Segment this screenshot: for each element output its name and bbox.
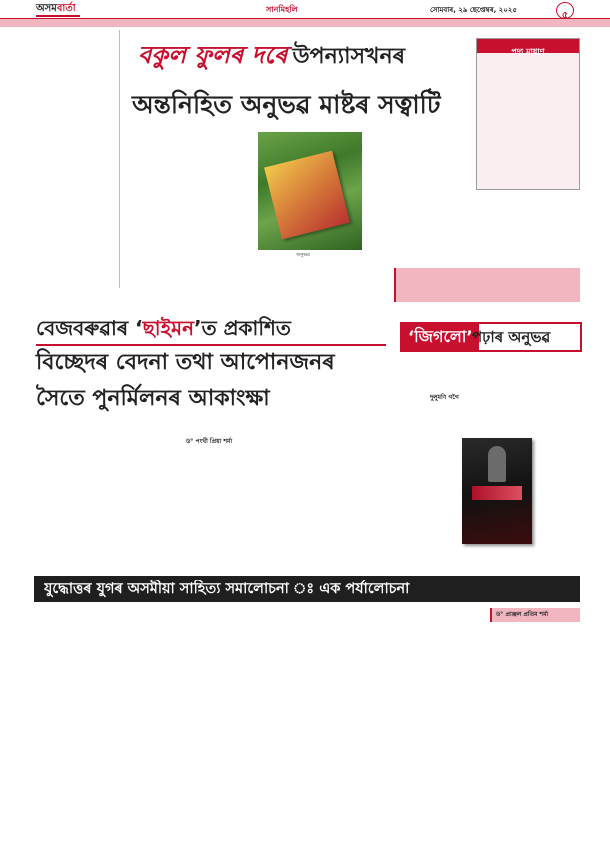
poetry-box [476,38,580,190]
section-bar [0,18,610,27]
story2-title-a: বেজবৰুৱাৰ ‘ [36,316,143,340]
story1-kicker: বকুল ফুলৰ দৰে [138,41,288,69]
story3-title-box [400,322,582,352]
story1-headline: অন্তনিহিত অনুভৱ মাষ্টৰ সত্বাটি [132,90,441,119]
masthead-logo-b: বাৰ্তা [56,3,76,14]
story2-title-highlight: ছাইমন [142,316,195,340]
story2-title-b: ’ত প্ৰকাশিত [194,316,291,340]
masthead-logo [36,3,76,15]
story2-col-c [184,452,256,570]
gigolo-book-cover [462,438,532,544]
gigolo-cover-title-art [472,486,522,500]
story2-col-d [260,440,320,570]
page-number-badge [556,2,574,19]
poetry-box-header [477,39,579,56]
story4-col-a [36,610,114,850]
story3-title-b: পঢ়াৰ অনুভৱ [472,328,551,346]
story2-col-b [120,440,180,570]
page-number: ৫ [561,10,569,21]
story3-title-a: ‘জিগলো’ [402,324,479,350]
story2-col-e [324,440,392,570]
story1-col-b [196,132,254,292]
story1-photo-caption: অনুভৱ [296,252,310,258]
story3-col-a [396,406,458,566]
story3-intro [398,356,488,392]
column-divider [119,30,120,288]
story2-headline-line2: বিচ্ছেদৰ বেদনা তথা আপোনজনৰ [36,350,335,375]
story3-byline: দুলুমণি গগৈ [430,394,459,401]
section-label: সানমিহলি [266,5,298,14]
masthead [0,0,610,18]
story4-col-c [200,610,278,850]
right-col-text-a [476,192,578,266]
story4-byline: ড° প্ৰাঞ্জল প্ৰতিম শৰ্মা [496,611,549,618]
story4-col-g [490,626,578,850]
story2-col-a [36,440,116,570]
issue-date: সোমবাৰ, ২৯ ছেপ্তেম্বৰ, ২০২৫ [430,6,517,14]
story4-col-f [446,610,486,850]
story4-byline-box [490,608,580,622]
left-column-text [36,30,116,288]
story2-byline: ড° পংখী প্ৰিয়া শৰ্মা [186,438,233,445]
story3-col-b [492,356,578,436]
story1-col-a [124,132,194,292]
book-cover-image [264,151,350,240]
poetry-box-title: পদ্য মাধাণ [511,47,545,56]
poetry-box-body [481,57,575,185]
story3-col-c [536,438,578,568]
masthead-underline [36,15,80,17]
story1-headline-line1 [138,40,438,78]
story1-kicker-rest: উপন্যাসখনৰ [292,44,406,69]
story4-col-b [118,610,196,850]
gigolo-cover-figure [488,446,506,482]
story1-photo [258,132,362,250]
highlight-callout-body [398,272,574,298]
story2-headline-line3: সৈতে পুনৰ্মিলনৰ আকাংক্ষা [36,386,270,411]
story4-title: যুদ্ধোত্তৰ যুগৰ অসমীয়া সাহিত্য সমালোচনা ঃ এক পৰ্যালোচনা [44,581,410,597]
story4-col-e [364,610,442,850]
masthead-logo-a: অসম [36,3,57,14]
story2-headline-line1 [36,314,386,346]
story4-col-d [282,610,360,850]
